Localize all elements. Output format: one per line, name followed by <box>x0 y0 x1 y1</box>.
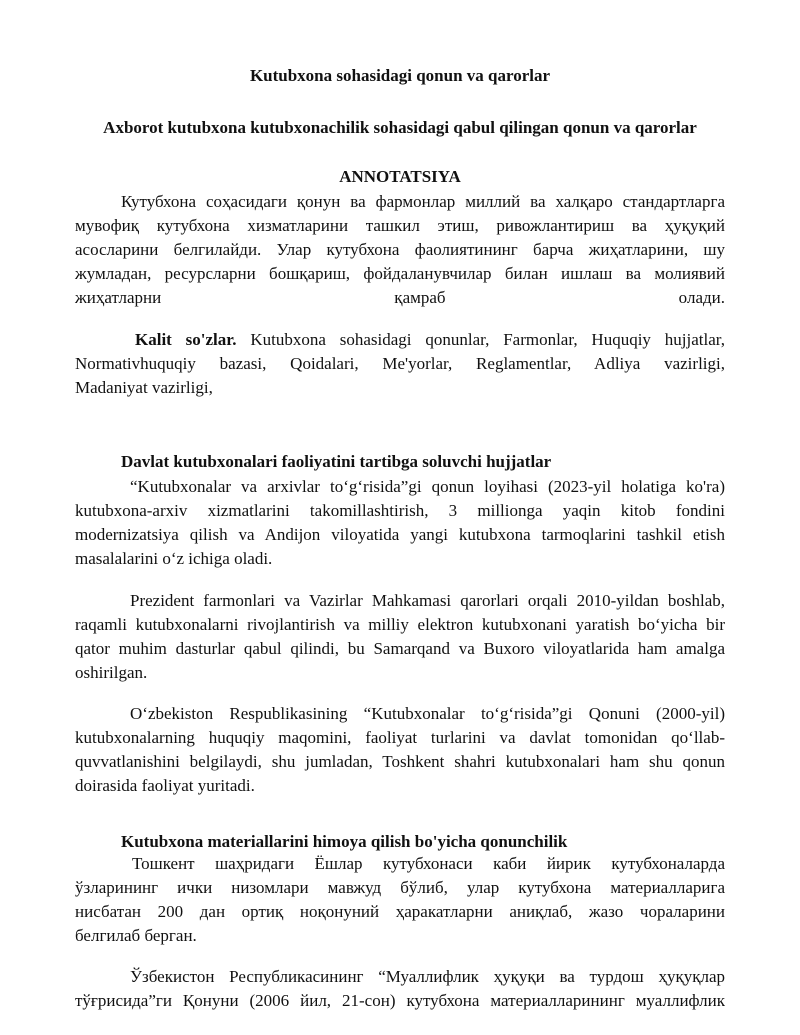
paragraph-line: qator muhim dasturlar qabul qilindi, bu Samarqand va Buxoro viloyatlarida ham amalga <box>75 639 725 658</box>
paragraph-line: Тошкент шаҳридаги Ёшлар кутубхонаси каби йирик кутубхоналарда <box>132 854 725 873</box>
annotation-line: Кутубхона соҳасидаги қонун ва фармонлар миллий ва халқаро стандартларга <box>121 192 725 211</box>
paragraph-line: kutubxona-arxiv xizmatlarini takomillashtirish, 3 millionga yaqin kitob fondini <box>75 501 725 520</box>
paragraph-line: Ўзбекистон Республикасининг “Муаллифлик ҳуқуқи ва турдош ҳуқуқлар <box>130 967 725 986</box>
annotation-line: асосларини белгилайди. Улар кутубхона фаолиятининг барча жиҳатларини, шу <box>75 240 725 259</box>
keywords-label: Kalit so'zlar. <box>135 330 237 349</box>
keywords-line: Madaniyat vazirligi, <box>75 378 213 397</box>
paragraph-line: Prezident farmonlari va Vazirlar Mahkamasi qarorlari orqali 2010-yildan boshlab, <box>130 591 725 610</box>
section-heading: Kutubxona materiallarini himoya qilish bo'yicha qonunchilik <box>121 832 568 851</box>
paragraph-line: белгилаб берган. <box>75 926 197 945</box>
paragraph-line: doirasida faoliyat yuritadi. <box>75 776 255 795</box>
paragraph-line: нисбатан 200 дан ортиқ ноқонуний ҳаракатларни аниқлаб, жазо чораларини <box>75 902 725 921</box>
paragraph-line: “Kutubxonalar va arxivlar to‘g‘risida”gi qonun loyihasi (2023-yil holatiga ko'ra) <box>130 477 725 496</box>
paragraph-line: modernizatsiya qilish va Andijon viloyatida yangi kutubxona tarmoqlarini tashkil etish <box>75 525 725 544</box>
document-title: Kutubxona sohasidagi qonun va qarorlar <box>249 66 551 85</box>
paragraph-line: ўзларининг ички низомлари мавжуд бўлиб, улар кутубхона материалларига <box>75 878 725 897</box>
annotation-heading: ANNOTATSIYA <box>339 167 461 186</box>
paragraph-line: O‘zbekiston Respublikasining “Kutubxonalar to‘g‘risida”gi Qonuni (2000-yil) <box>130 704 725 723</box>
paragraph-line: quvvatlanishini belgilaydi, shu jumladan, Toshkent shahri kutubxonalari ham shu qonun <box>75 752 725 771</box>
paragraph-line: тўғрисида”ги Қонуни (2006 йил, 21-сон) кутубхона материалларининг муаллифлик <box>75 991 725 1010</box>
paragraph-line: masalalarini o‘z ichiga oladi. <box>75 549 273 568</box>
keywords-text: Kutubxona sohasidagi qonunlar, Farmonlar, Huquqiy hujjatlar, <box>250 330 725 349</box>
annotation-line: жумладан, ресурсларни бошқариш, фойдаланувчилар билан ишлаш ва молиявий <box>75 264 725 283</box>
section-heading: Davlat kutubxonalari faoliyatini tartibga soluvchi hujjatlar <box>121 452 552 471</box>
annotation-line: мувофиқ кутубхона хизматларини ташкил этиш, ривожлантириш ва ҳуқуқий <box>75 216 725 235</box>
keywords-line <box>135 328 725 352</box>
paragraph-line: raqamli kutubxonalarni rivojlantirish va milliy elektron kutubxonani yaratish bo‘yicha bir <box>75 615 725 634</box>
document-subtitle: Axborot kutubxona kutubxonachilik sohasidagi qabul qilingan qonun va qarorlar <box>103 118 697 137</box>
paragraph-line: oshirilgan. <box>75 663 148 682</box>
keywords-line: Normativhuquqiy bazasi, Qoidalari, Me'yorlar, Reglamentlar, Adliya vazirligi, <box>75 354 725 373</box>
paragraph-line: kutubxonalarning huquqiy maqomini, faoliyat turlarini va davlat tomonidan qo‘llab- <box>75 728 725 747</box>
annotation-line: жиҳатларни қамраб олади. <box>75 288 725 307</box>
